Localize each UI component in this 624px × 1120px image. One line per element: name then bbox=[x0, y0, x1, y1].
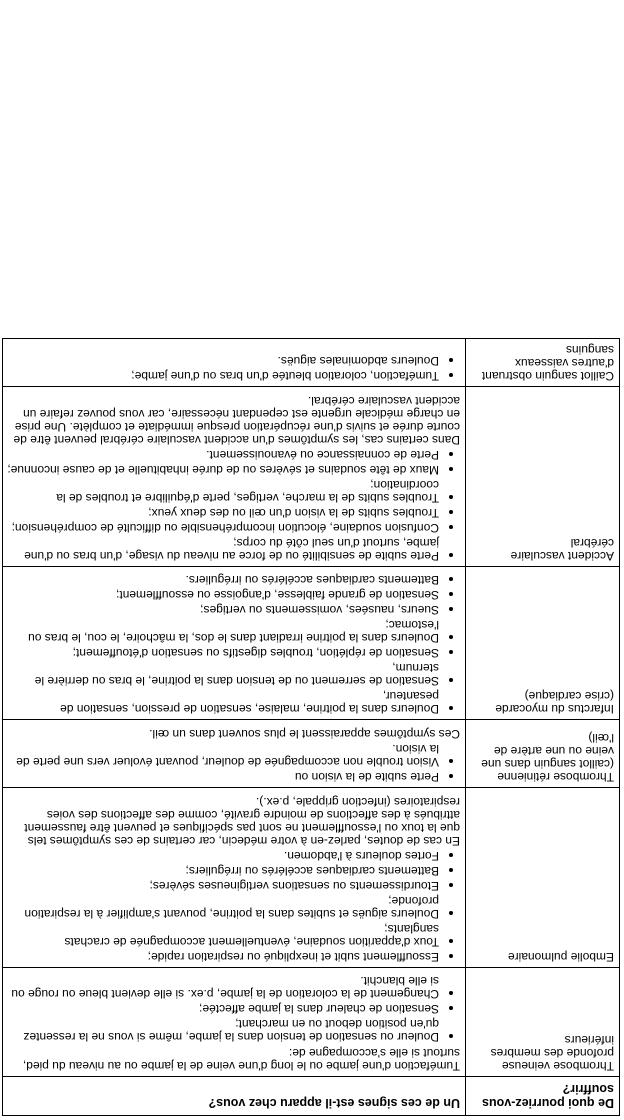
symptom-list bbox=[7, 448, 460, 562]
symptom-item: • Toux d'apparition soudaine, éventuellement accompagnée de crachats sanglants; bbox=[7, 922, 439, 948]
signs-cell bbox=[3, 387, 466, 567]
symptom-item: • Sensation de chaleur dans la jambe affectée; bbox=[7, 1002, 439, 1015]
header-condition: De quoi pourriez-vous souffrir? bbox=[466, 1077, 620, 1116]
symptom-item: • Douleurs aiguës et subites dans la poitrine, pouvant s'amplifier à la respiration profonde; bbox=[7, 894, 439, 920]
symptom-list bbox=[7, 974, 460, 1043]
signs-note: Dans certains cas, les symptômes d'un accident vasculaire cérébral peuvent être de courte durée et suivis d'une récupération presque immédiate et complète. Une prise en charge médicale urgente est cependant nécessaire, car vous pouvez refaire un accident vasculaire cérébral. bbox=[13, 394, 460, 447]
symptom-item: • Troubles subits de la vision d'un œil ou des deux yeux; bbox=[7, 506, 439, 519]
symptom-item: • Essoufflement subit et inexpliqué ou respiration rapide; bbox=[7, 950, 439, 963]
symptom-list bbox=[7, 573, 460, 715]
table-header-row bbox=[3, 1077, 620, 1116]
symptom-item: • Tuméfaction, coloration bleutée d'un bras ou d'une jambe; bbox=[7, 369, 439, 382]
table-row bbox=[3, 567, 620, 720]
symptom-item: • Perte subite de sensibilité ou de force au niveau du visage, d'un bras ou d'une jambe, surtout d'un seul côté du corps; bbox=[7, 536, 439, 562]
signs-note: Ces symptômes apparaissent le plus souvent dans un œil. bbox=[149, 727, 460, 741]
symptom-item: • Sensation de réplétion, troubles digestifs ou sensation d'étouffement; bbox=[7, 646, 439, 659]
signs-cell bbox=[3, 968, 466, 1077]
symptom-item: • Fortes douleurs à l'abdomen. bbox=[7, 849, 439, 862]
symptom-list bbox=[7, 849, 460, 963]
symptom-item: • Battements cardiaques accélérés ou irréguliers. bbox=[7, 573, 439, 586]
symptom-item: • Perte subite de la vision ou bbox=[7, 770, 439, 783]
table-row bbox=[3, 788, 620, 968]
condition-cell: Embolie pulmonaire bbox=[466, 788, 620, 968]
symptom-item: • Vision trouble non accompagnée de douleur, pouvant évoluer vers une perte de la vision. bbox=[7, 742, 439, 768]
condition-cell: Accident vasculaire cérébral bbox=[466, 387, 620, 567]
condition-cell: Infarctus du myocarde (crise cardiaque) bbox=[466, 567, 620, 720]
symptom-list bbox=[7, 354, 460, 382]
symptom-item: • Douleurs abdominales aiguës. bbox=[7, 354, 439, 367]
symptom-list bbox=[7, 742, 460, 783]
symptom-item: • Confusion soudaine, élocution incompréhensible ou difficulté de compréhension; bbox=[7, 521, 439, 534]
signs-cell bbox=[3, 339, 466, 387]
condition-cell: Caillot sanguin obstruant d'autres vaisseaux sanguins bbox=[466, 339, 620, 387]
header-signs: Un de ces signes est-il apparu chez vous? bbox=[3, 1077, 466, 1116]
table-row bbox=[3, 968, 620, 1077]
symptom-item: • Changement de la coloration de la jambe, p.ex. si elle devient bleue ou rouge ou si elle blanchit. bbox=[7, 974, 439, 1000]
signs-cell bbox=[3, 567, 466, 720]
symptom-item: • Sensation de grande faiblesse, d'angoisse ou essoufflement; bbox=[7, 588, 439, 601]
table-row bbox=[3, 720, 620, 788]
condition-cell: Thrombose veineuse profonde des membres inférieurs bbox=[466, 968, 620, 1077]
condition-cell: Thrombose rétinienne (caillot sanguin dans une veine ou une artère de l'œil) bbox=[466, 720, 620, 788]
table-row bbox=[3, 339, 620, 387]
symptom-item: • Perte de connaissance ou évanouissement. bbox=[7, 448, 439, 461]
symptom-item: • Sensation de serrement ou de tension dans la poitrine, le bras ou derrière le sternum, bbox=[7, 661, 439, 687]
signs-note: En cas de doutes, parlez-en à votre médecin, car certains de ces symptômes tels que la toux ou l'essoufflement ne sont pas spécifiques et peuvent être faussement attribués à des affections de moindre gravité, comme des affections des voies respiratoires (infection grippale, p.ex.). bbox=[24, 795, 460, 848]
symptom-item: • Battements cardiaques accélérés ou irréguliers; bbox=[7, 864, 439, 877]
signs-cell bbox=[3, 720, 466, 788]
signs-intro: Tuméfaction d'une jambe ou le long d'une veine de la jambe ou au niveau du pied, surtout si elle s'accompagne de: bbox=[22, 1046, 460, 1073]
symptom-item: • Etourdissements ou sensations vertigineuses sévères; bbox=[7, 879, 439, 892]
symptom-item: • Douleurs dans la poitrine, malaise, sensation de pression, sensation de pesanteur, bbox=[7, 689, 439, 715]
symptom-item: • Troubles subits de la marche, vertiges, perte d'équilibre et troubles de la coordination; bbox=[7, 478, 439, 504]
table-row bbox=[3, 387, 620, 567]
symptom-item: • Douleurs dans la poitrine irradiant dans le dos, la mâchoire, le cou, le bras ou l'estomac; bbox=[7, 618, 439, 644]
symptoms-table bbox=[2, 338, 620, 1116]
signs-cell bbox=[3, 788, 466, 968]
symptom-item: • Sueurs, nausées, vomissements ou vertiges; bbox=[7, 603, 439, 616]
symptom-item: • Maux de tête soudains et sévères ou de durée inhabituelle et de cause inconnue; bbox=[7, 463, 439, 476]
symptom-item: • Douleur ou sensation de tension dans la jambe, même si vous ne la ressentez qu'en position debout ou en marchant; bbox=[7, 1017, 439, 1043]
